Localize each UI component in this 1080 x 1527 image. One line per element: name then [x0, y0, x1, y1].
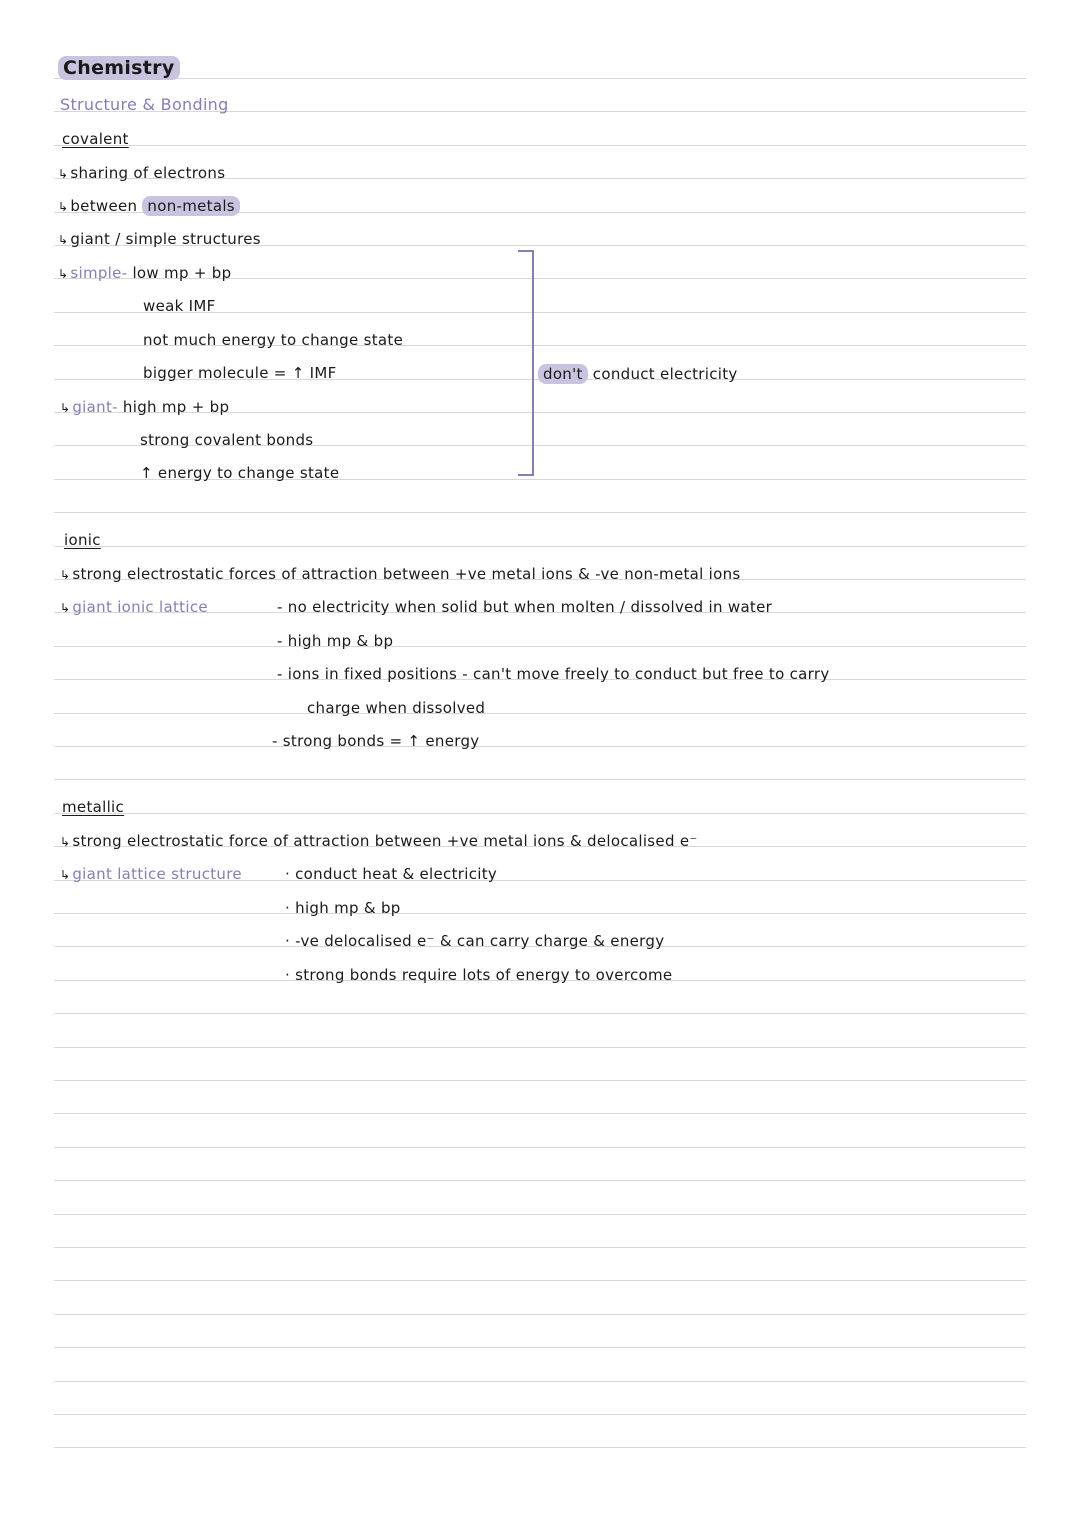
giant-point-3: ↑ energy to change state	[140, 464, 340, 482]
hook-arrow-icon: ↳	[58, 167, 69, 181]
ruled-line	[54, 546, 1026, 547]
ruled-line	[54, 1080, 1026, 1081]
ruled-line	[54, 1013, 1026, 1014]
metallic-point-2: · high mp & bp	[285, 899, 401, 917]
metallic-line-1: ↳ strong electrostatic force of attraction between +ve metal ions & delocalised e⁻	[60, 832, 698, 850]
ruled-line	[54, 1447, 1026, 1448]
ionic-point-2: - high mp & bp	[277, 632, 394, 650]
simple-point-4: bigger molecule = ↑ IMF	[143, 364, 337, 382]
metallic-point-4: · strong bonds require lots of energy to overcome	[285, 966, 673, 984]
metallic-lattice-row	[60, 864, 242, 885]
metallic-point-3: · -ve delocalised e⁻ & can carry charge & energy	[285, 932, 665, 950]
ruled-line	[54, 779, 1026, 780]
hook-arrow-icon: ↳	[58, 200, 69, 214]
ruled-line	[54, 78, 1026, 79]
hook-arrow-icon: ↳	[58, 267, 69, 281]
ruled-line	[54, 1314, 1026, 1315]
simple-label: simple-	[70, 264, 128, 282]
metallic-point-1: · conduct heat & electricity	[285, 865, 498, 883]
bracket-note: don't conduct electricity	[538, 364, 738, 384]
giant-point-2: strong covalent bonds	[140, 431, 314, 449]
metallic-lattice-label: giant lattice structure	[72, 865, 242, 883]
hook-arrow-icon: ↳	[60, 568, 71, 582]
ionic-point-4: - strong bonds = ↑ energy	[272, 732, 480, 750]
ionic-heading: ionic	[64, 531, 101, 549]
ionic-point-1: - no electricity when solid but when molten / dissolved in water	[277, 598, 773, 616]
hook-arrow-icon: ↳	[60, 601, 71, 615]
page-subtitle: Structure & Bonding	[60, 95, 229, 114]
simple-point-3: not much energy to change state	[143, 331, 404, 349]
bracket	[518, 250, 534, 476]
ruled-line	[54, 1047, 1026, 1048]
metallic-heading: metallic	[62, 798, 125, 816]
page-title: Chemistry	[58, 58, 180, 78]
covalent-line-2: ↳ between non-metals	[58, 196, 240, 217]
hook-arrow-icon: ↳	[60, 835, 71, 849]
dont-highlight: don't	[538, 364, 588, 384]
ruled-line	[54, 1414, 1026, 1415]
ionic-lattice-row	[60, 597, 208, 618]
covalent-line-1: ↳ sharing of electrons	[58, 164, 226, 182]
ruled-line	[54, 913, 1026, 914]
ruled-line	[54, 1247, 1026, 1248]
ruled-line	[54, 1347, 1026, 1348]
ruled-line	[54, 1381, 1026, 1382]
hook-arrow-icon: ↳	[60, 401, 71, 415]
giant-label: giant-	[72, 398, 118, 416]
ionic-point-3b: charge when dissolved	[307, 699, 486, 717]
ruled-line	[54, 746, 1026, 747]
ruled-line	[54, 646, 1026, 647]
hook-arrow-icon: ↳	[60, 868, 71, 882]
ruled-line	[54, 512, 1026, 513]
ionic-point-3: - ions in fixed positions - can't move freely to conduct but free to carry	[277, 665, 830, 683]
giant-row: ↳ giant- high mp + bp	[60, 398, 230, 416]
ionic-lattice-label: giant ionic lattice	[72, 598, 208, 616]
hook-arrow-icon: ↳	[58, 233, 69, 247]
non-metals-highlight: non-metals	[142, 196, 240, 216]
ruled-line	[54, 1214, 1026, 1215]
ruled-line	[54, 813, 1026, 814]
covalent-line-3: ↳ giant / simple structures	[58, 230, 261, 248]
ruled-line	[54, 713, 1026, 714]
simple-point-2: weak IMF	[143, 297, 216, 315]
ionic-line-1: ↳ strong electrostatic forces of attraction between +ve metal ions & -ve non-metal ions	[60, 565, 741, 583]
covalent-heading: covalent	[62, 130, 129, 148]
ruled-line	[54, 1180, 1026, 1181]
ruled-line	[54, 145, 1026, 146]
ruled-line	[54, 1280, 1026, 1281]
ruled-line	[54, 1113, 1026, 1114]
simple-row: ↳ simple- low mp + bp	[58, 264, 232, 282]
ruled-line	[54, 1147, 1026, 1148]
